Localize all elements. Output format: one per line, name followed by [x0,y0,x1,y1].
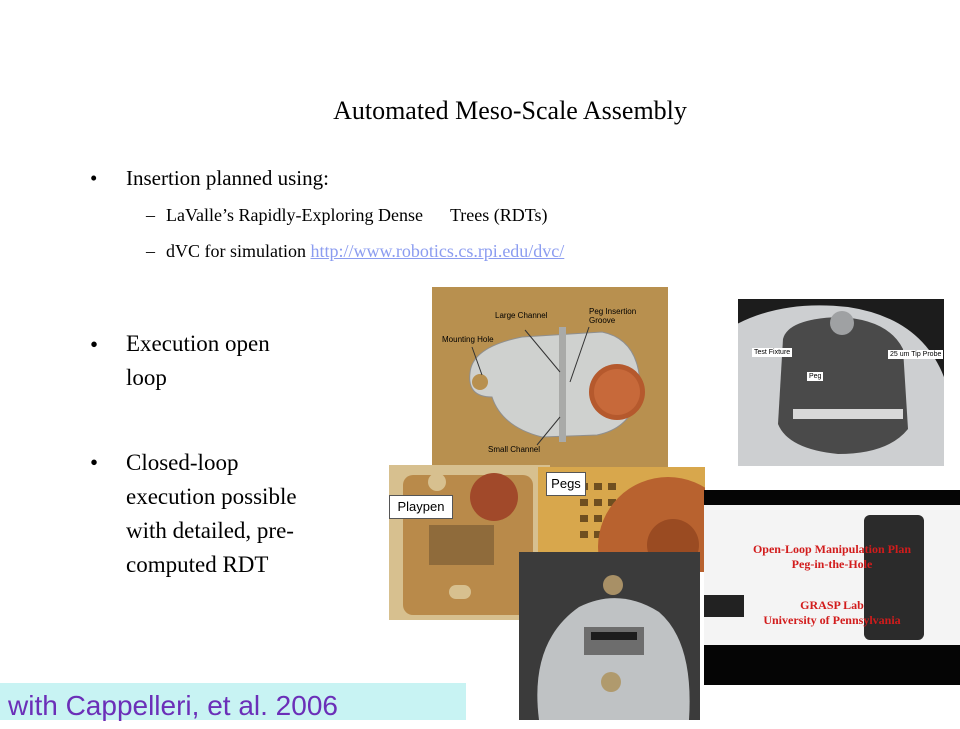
label-test-fixture: Test Fixture [754,349,791,356]
dash: – [146,205,155,225]
bullet-execution-line1: Execution open [126,331,270,356]
bullet-dot: • [90,332,99,357]
sub-bullet-rdt: LaValle’s Rapidly-Exploring Dense Trees (RDTs) [166,205,548,225]
label-peg-groove: Peg Insertion Groove [589,307,637,325]
bullet-closed-loop-line1: Closed-loop [126,450,239,475]
slide-title: Automated Meso-Scale Assembly [333,96,687,125]
video-caption-lab [704,598,960,628]
dvc-link[interactable]: http://www.robotics.cs.rpi.edu/dvc/ [310,241,565,261]
bullet-insertion: Insertion planned using: [126,166,329,190]
bullet-closed-loop-line2: execution possible [126,484,297,509]
video-caption-line2: Peg-in-the-Hole [791,557,873,571]
label-peg: Peg [809,373,822,380]
bullet-closed-loop-line4: computed RDT [126,552,269,577]
bullet-execution-line2: loop [126,365,167,390]
bullet-dot: • [90,166,98,190]
photo-part-with-penny [432,287,668,469]
bullet-execution [126,327,270,395]
label-mounting-hole: Mounting Hole [442,335,494,344]
video-caption-line4: University of Pennsylvania [763,613,901,627]
video-caption-plan [704,542,960,572]
label-small-channel: Small Channel [488,445,541,454]
label-pegs: Pegs [546,472,586,496]
label-playpen: Playpen [389,495,453,519]
video-still-open-loop [704,490,960,685]
video-caption-line1: Open-Loop Manipulation Plan [752,542,912,556]
bullet-closed-loop-line3: with detailed, pre- [126,518,294,543]
sub-bullet-dvc [166,241,564,262]
label-tip-probe: 25 um Tip Probe [890,351,942,358]
bullet-dot: • [90,450,99,475]
dvc-text: dVC for simulation [166,241,311,261]
video-caption-line3: GRASP Lab [800,598,864,612]
dash: – [146,241,155,261]
footer-citation: with Cappelleri, et al. 2006 [0,683,466,720]
bullet-closed-loop [126,446,297,582]
photo-fixture-closeup [519,552,700,720]
photo-test-fixture [738,299,944,466]
label-large-channel: Large Channel [495,311,548,320]
